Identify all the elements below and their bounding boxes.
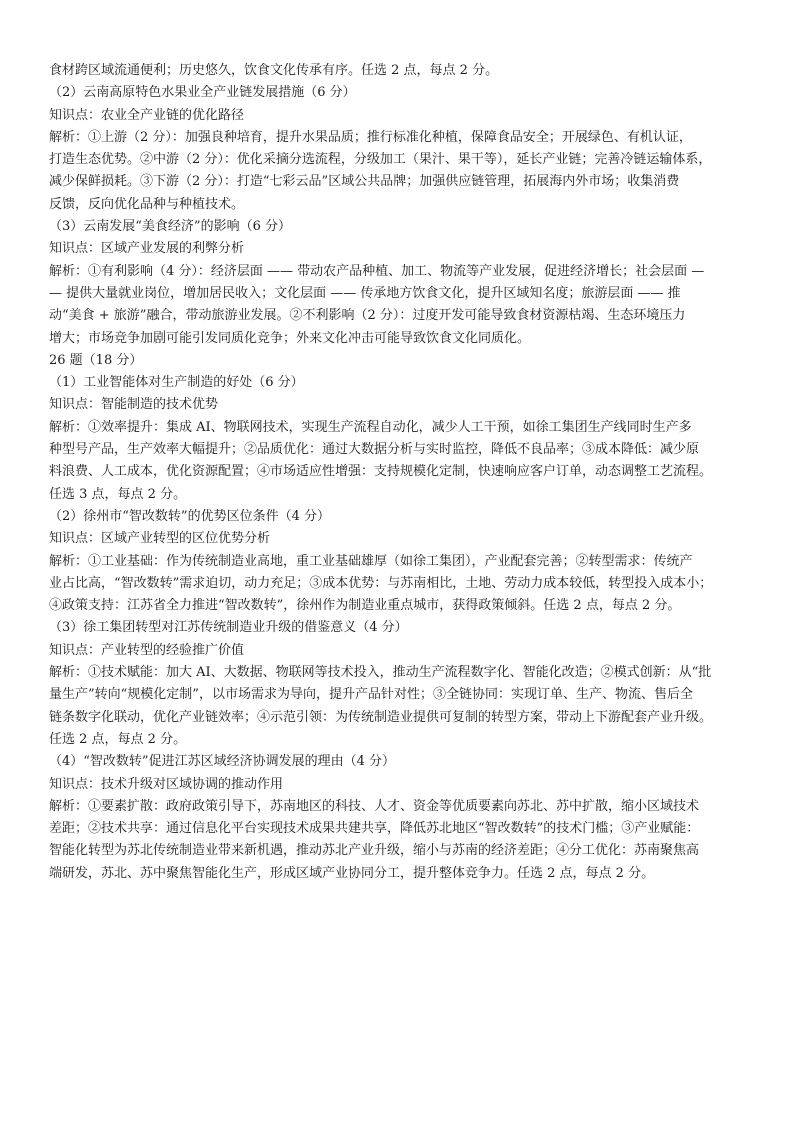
text-line: 解析：①上游（2 分）：加强良种培育，提升水果品质；推行标准化种植，保障食品安全；开展绿色、有机认证， xyxy=(49,129,692,145)
text-line: 差距；②技术共享：通过信息化平台实现技术成果共建共享，降低苏北地区“智改数转”的技术门槛；③产业赋能： xyxy=(49,821,700,837)
subquestion-heading: （3）徐工集团转型对江苏传统制造业升级的借鉴意义（4 分） xyxy=(49,620,408,636)
text-line: — 提供大量就业岗位，增加居民收入；文化层面 —— 传承地方饮食文化，提升区域知名度；旅游层面 —— 推 xyxy=(49,285,681,301)
subquestion-heading: （4）“智改数转”促进江苏区域经济协调发展的理由（4 分） xyxy=(49,754,395,770)
knowledge-point: 知识点：区域产业转型的区位优势分析 xyxy=(49,531,271,547)
text-line: 解析：①技术赋能：加大 AI、大数据、物联网等技术投入，推动生产流程数字化、智能化改造；②模式创新：从“批 xyxy=(49,665,712,681)
text-line: 任选 2 点，每点 2 分。 xyxy=(49,731,187,747)
text-line: 料浪费、人工成本，优化资源配置；④市场适应性增强：支持规模化定制，快速响应客户订单，动态调整工艺流程。 xyxy=(49,464,713,480)
subquestion-heading: （2）徐州市“智改数转”的优势区位条件（4 分） xyxy=(49,508,330,524)
text-line: 业占比高，“智改数转”需求迫切，动力充足；③成本优势：与苏南相比，土地、劳动力成本较低，转型投入成本小； xyxy=(49,575,713,591)
text-line: 任选 3 点，每点 2 分。 xyxy=(49,486,187,502)
answer-document xyxy=(49,60,761,885)
subquestion-heading: （1）工业智能体对生产制造的好处（6 分） xyxy=(49,375,304,391)
text-line: 动“美食 + 旅游”融合，带动旅游业发展。②不利影响（2 分）：过度开发可能导致食材资源枯竭、生态环境压力 xyxy=(49,308,686,324)
text-line: 链条数字化联动，优化产业链效率；④示范引领：为传统制造业提供可复制的转型方案，带动上下游配套产业升级。 xyxy=(49,709,713,725)
knowledge-point: 知识点：农业全产业链的优化路径 xyxy=(49,107,245,123)
text-line: 解析：①有利影响（4 分）：经济层面 —— 带动农产品种植、加工、物流等产业发展，促进经济增长；社会层面 — xyxy=(49,263,705,279)
text-line: 增大；市场竞争加剧可能引发同质化竞争；外来文化冲击可能导致饮食文化同质化。 xyxy=(49,330,531,346)
knowledge-point: 知识点：智能制造的技术优势 xyxy=(49,397,219,413)
text-line: 减少保鲜损耗。③下游（2 分）：打造“七彩云品”区域公共品牌；加强供应链管理，拓展海内外市场；收集消费 xyxy=(49,174,680,190)
text-line: 打造生态优势。②中游（2 分）：优化采摘分选流程，分级加工（果汁、果干等），延长产业链；完善冷链运输体系， xyxy=(49,152,712,168)
knowledge-point: 知识点：产业转型的经验推广价值 xyxy=(49,642,245,658)
text-line: 反馈，反向优化品种与种植技术。 xyxy=(49,196,245,212)
text-line: 解析：①工业基础：作为传统制造业高地，重工业基础雄厚（如徐工集团），产业配套完善；②转型需求：传统产 xyxy=(49,553,693,569)
text-line: ④政策支持：江苏省全力推进“智改数转”，徐州作为制造业重点城市，获得政策倾斜。任选 2 点，每点 2 分。 xyxy=(49,598,681,614)
text-line: 智能化转型为苏北传统制造业带来新机遇，推动苏北产业升级，缩小与苏南的经济差距；④分工优化：苏南聚焦高 xyxy=(49,843,700,859)
subquestion-heading: （2）云南高原特色水果业全产业链发展措施（6 分） xyxy=(49,85,356,101)
text-line: 食材跨区域流通便利；历史悠久，饮食文化传承有序。任选 2 点，每点 2 分。 xyxy=(49,63,499,78)
text-line: 种型号产品，生产效率大幅提升；②品质优化：通过大数据分析与实时监控，降低不良品率；③成本降低：减少原 xyxy=(49,442,700,458)
text-line: 解析：①效率提升：集成 AI、物联网技术，实现生产流程自动化，减少人工干预，如徐工集团生产线同时生产多 xyxy=(49,419,692,435)
knowledge-point: 知识点：区域产业发展的利弊分析 xyxy=(49,241,245,257)
knowledge-point: 知识点：技术升级对区域协调的推动作用 xyxy=(49,776,284,792)
question-heading: 26 题（18 分） xyxy=(49,352,143,368)
subquestion-heading: （3）云南发展“美食经济”的影响（6 分） xyxy=(49,219,291,235)
text-line: 端研发，苏北、苏中聚焦智能化生产，形成区域产业协同分工，提升整体竞争力。任选 2 点，每点 2 分。 xyxy=(49,865,655,881)
text-line: 解析：①要素扩散：政府政策引导下，苏南地区的科技、人才、资金等优质要素向苏北、苏中扩散，缩小区域技术 xyxy=(49,798,700,814)
text-line: 量生产”转向“规模化定制”，以市场需求为导向，提升产品针对性；③全链协同：实现订单、生产、物流、售后全 xyxy=(49,687,693,703)
